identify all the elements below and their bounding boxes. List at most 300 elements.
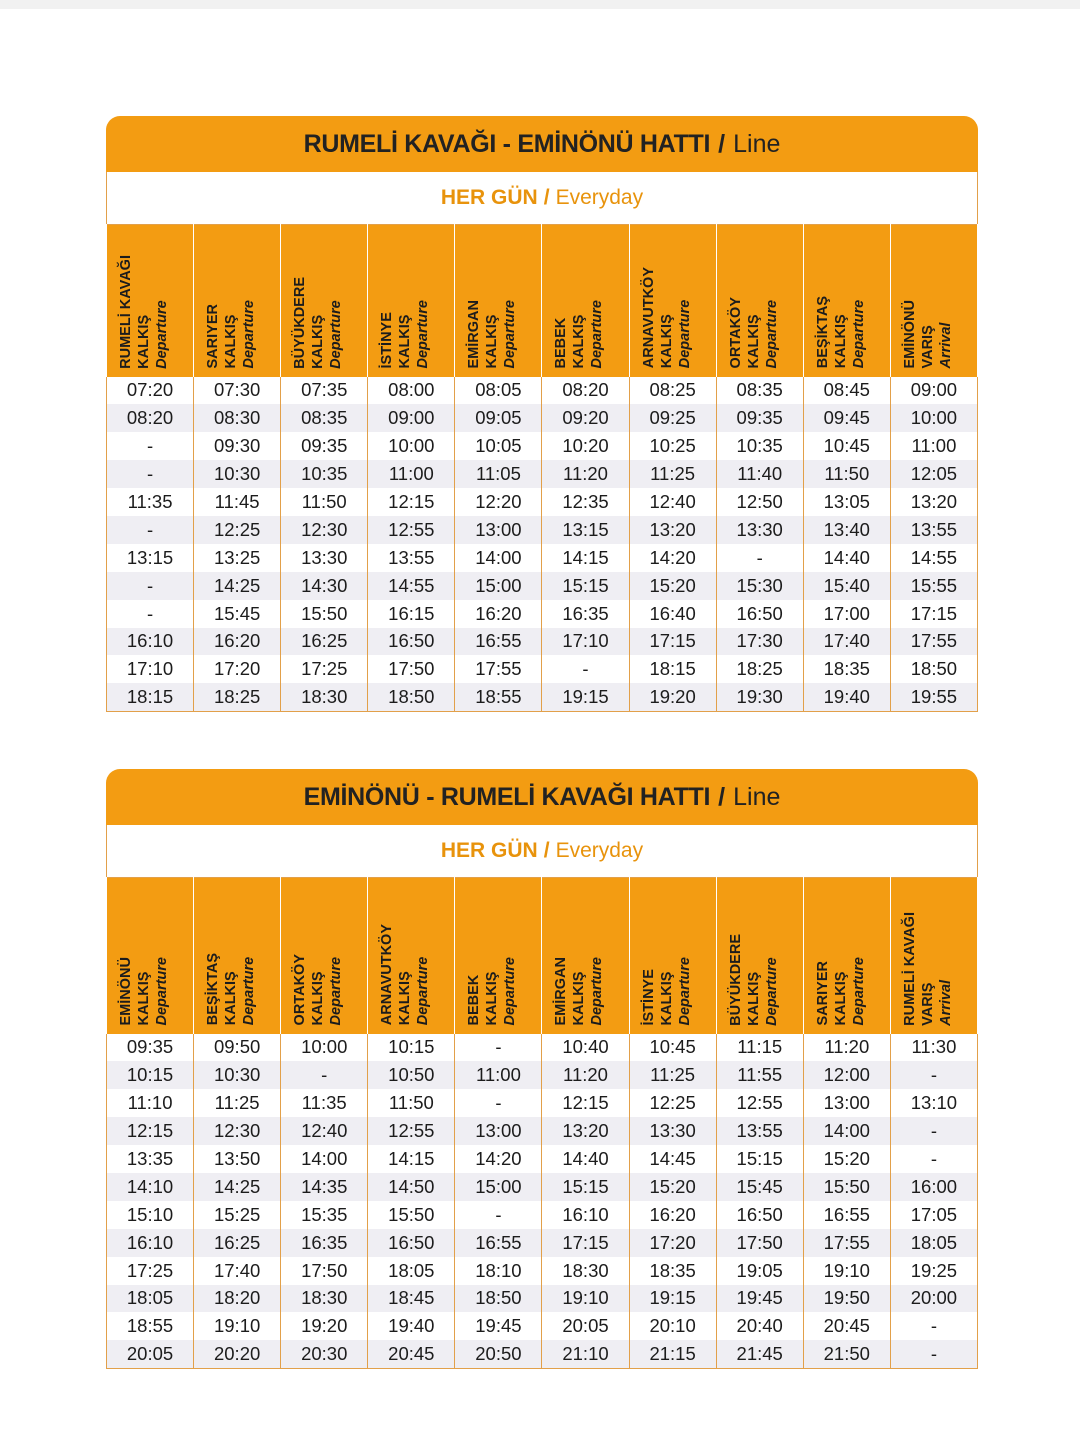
time-cell: 16:55 (455, 1229, 542, 1257)
time-cell: 11:25 (629, 1061, 716, 1089)
column-header (803, 225, 890, 377)
time-cell: 13:05 (803, 488, 890, 516)
time-cell: 14:20 (455, 1145, 542, 1173)
time-cell: 15:20 (629, 1173, 716, 1201)
time-cell: 16:00 (890, 1173, 977, 1201)
station-name: İSTİNYE (379, 312, 396, 369)
time-cell: 19:55 (890, 683, 977, 711)
title-tr: RUMELİ KAVAĞI - EMİNÖNÜ HATTI (303, 129, 711, 158)
time-cell: 10:30 (194, 1061, 281, 1089)
time-cell: 11:40 (716, 460, 803, 488)
time-cell: 20:00 (890, 1285, 977, 1313)
time-cell: 11:20 (542, 460, 629, 488)
time-cell: 11:45 (194, 488, 281, 516)
time-cell: 15:50 (803, 1173, 890, 1201)
time-cell: 10:45 (803, 432, 890, 460)
stop-type-en: Departure (763, 957, 780, 1026)
column-header-label (640, 951, 694, 1034)
column-header-label (727, 291, 781, 376)
stop-type-en: Departure (589, 300, 606, 369)
time-cell: 10:30 (194, 460, 281, 488)
time-cell: - (107, 432, 194, 460)
column-header (281, 225, 368, 377)
station-name: ARNAVUTKÖY (379, 924, 396, 1026)
time-cell: 14:35 (281, 1173, 368, 1201)
time-cell: 13:15 (107, 544, 194, 572)
table-row (107, 683, 978, 711)
column-header (455, 878, 542, 1034)
time-cell: 16:25 (281, 628, 368, 656)
time-cell: 15:00 (455, 1173, 542, 1201)
column-header (890, 225, 977, 377)
time-cell: 16:20 (629, 1201, 716, 1229)
time-cell: 17:40 (194, 1257, 281, 1285)
title-tr: EMİNÖNÜ - RUMELİ KAVAĞI HATTI (303, 782, 711, 811)
stop-type: KALKIŞ (397, 971, 414, 1026)
table-row (107, 1173, 978, 1201)
column-header (194, 225, 281, 377)
column-header (107, 225, 194, 377)
stop-type: VARIŞ (919, 982, 936, 1026)
timetable-rumelikavagi-eminonu (106, 116, 978, 712)
time-cell: 18:15 (629, 655, 716, 683)
time-cell: 13:55 (716, 1117, 803, 1145)
time-cell: 11:50 (368, 1089, 455, 1117)
table-row (107, 1340, 978, 1368)
time-cell: 17:20 (194, 655, 281, 683)
day-banner (106, 825, 978, 877)
time-cell: 14:40 (542, 1145, 629, 1173)
time-cell: 10:45 (629, 1034, 716, 1062)
time-cell: 14:00 (803, 1117, 890, 1145)
time-cell: 12:40 (281, 1117, 368, 1145)
column-header (107, 878, 194, 1034)
station-name: BÜYÜKDERE (292, 276, 309, 369)
time-cell: 15:50 (368, 1201, 455, 1229)
stop-type-en: Departure (328, 957, 345, 1026)
stop-type: KALKIŞ (223, 314, 240, 369)
stop-type-en: Arrival (937, 322, 954, 369)
column-header (542, 225, 629, 377)
time-cell: 14:10 (107, 1173, 194, 1201)
time-cell: 10:00 (890, 404, 977, 432)
time-cell: - (455, 1089, 542, 1117)
time-cell: 18:35 (803, 655, 890, 683)
time-cell: 20:10 (629, 1312, 716, 1340)
stop-type: KALKIŞ (658, 971, 675, 1026)
time-cell: 18:15 (107, 683, 194, 711)
column-header-label (117, 249, 171, 377)
time-cell: 12:25 (629, 1089, 716, 1117)
time-cell: 20:40 (716, 1312, 803, 1340)
time-cell: 10:20 (542, 432, 629, 460)
time-cell: 18:30 (542, 1257, 629, 1285)
time-cell: - (542, 655, 629, 683)
time-cell: 11:00 (890, 432, 977, 460)
time-cell: 10:00 (368, 432, 455, 460)
time-cell: 18:30 (281, 683, 368, 711)
time-cell: 17:10 (542, 628, 629, 656)
schedule-body (107, 1034, 978, 1369)
table-row (107, 1061, 978, 1089)
table-row (107, 628, 978, 656)
column-header-label (465, 951, 519, 1034)
time-cell: 10:50 (368, 1061, 455, 1089)
time-cell: 16:55 (455, 628, 542, 656)
time-cell: 15:20 (803, 1145, 890, 1173)
table-row (107, 544, 978, 572)
time-cell: 14:30 (281, 572, 368, 600)
time-cell: 12:25 (194, 516, 281, 544)
column-header-label (901, 294, 955, 376)
time-cell: 18:05 (107, 1285, 194, 1313)
time-cell: 11:00 (368, 460, 455, 488)
time-cell: 17:15 (629, 628, 716, 656)
stop-type: KALKIŞ (745, 971, 762, 1026)
time-cell: 18:55 (107, 1312, 194, 1340)
time-cell: 12:55 (368, 516, 455, 544)
time-cell: 09:35 (716, 404, 803, 432)
time-cell: 11:15 (716, 1034, 803, 1062)
time-cell: 13:15 (542, 516, 629, 544)
time-cell: 11:30 (890, 1034, 977, 1062)
time-cell: 17:10 (107, 655, 194, 683)
time-cell: 16:35 (542, 600, 629, 628)
time-cell: 16:50 (368, 628, 455, 656)
time-cell: 11:35 (281, 1089, 368, 1117)
time-cell: 12:55 (716, 1089, 803, 1117)
station-name: EMİNÖNÜ (118, 957, 134, 1026)
time-cell: 16:20 (455, 600, 542, 628)
stop-type: KALKIŞ (136, 314, 152, 369)
time-cell: 15:15 (542, 1173, 629, 1201)
time-cell: 13:40 (803, 516, 890, 544)
time-cell: 20:05 (542, 1312, 629, 1340)
time-cell: 11:25 (194, 1089, 281, 1117)
time-cell: - (281, 1061, 368, 1089)
table-row (107, 1257, 978, 1285)
time-cell: 14:25 (194, 1173, 281, 1201)
timetable-title (106, 116, 978, 172)
time-cell: 15:40 (803, 572, 890, 600)
time-cell: 08:20 (542, 377, 629, 405)
title-en: Line (733, 129, 781, 158)
time-cell: 18:50 (890, 655, 977, 683)
time-cell: 19:50 (803, 1285, 890, 1313)
column-header (890, 878, 977, 1034)
time-cell: 14:55 (368, 572, 455, 600)
stop-type: KALKIŞ (832, 971, 849, 1026)
time-cell: 08:45 (803, 377, 890, 405)
time-cell: 21:10 (542, 1340, 629, 1368)
time-cell: 16:35 (281, 1229, 368, 1257)
time-cell: 20:45 (368, 1340, 455, 1368)
column-header (194, 878, 281, 1034)
column-header-label (117, 951, 171, 1034)
day-banner (106, 172, 978, 224)
table-row (107, 404, 978, 432)
time-cell: 09:45 (803, 404, 890, 432)
time-cell: 16:10 (107, 1229, 194, 1257)
station-name: İSTİNYE (640, 969, 657, 1026)
station-name: RUMELİ KAVAĞI (118, 254, 134, 369)
time-cell: 13:30 (281, 544, 368, 572)
time-cell: 09:20 (542, 404, 629, 432)
time-cell: 19:10 (803, 1257, 890, 1285)
time-cell: 08:20 (107, 404, 194, 432)
column-header-label (901, 906, 955, 1034)
time-cell: 13:35 (107, 1145, 194, 1173)
time-cell: 10:15 (368, 1034, 455, 1062)
time-cell: 12:15 (107, 1117, 194, 1145)
column-header-label (814, 290, 868, 376)
table-row (107, 1089, 978, 1117)
table-row (107, 377, 978, 405)
time-cell: 13:10 (890, 1089, 977, 1117)
time-cell: 21:45 (716, 1340, 803, 1368)
station-name: BÜYÜKDERE (727, 933, 744, 1026)
time-cell: 12:35 (542, 488, 629, 516)
time-cell: 18:50 (368, 683, 455, 711)
time-cell: 14:50 (368, 1173, 455, 1201)
time-cell: 13:20 (542, 1117, 629, 1145)
column-header (368, 225, 455, 377)
time-cell: 18:30 (281, 1285, 368, 1313)
table-row (107, 1285, 978, 1313)
station-name: SARIYER (814, 961, 831, 1026)
stop-type-en: Departure (415, 300, 432, 369)
stop-type: VARIŞ (919, 325, 936, 369)
station-name: ORTAKÖY (727, 297, 744, 369)
time-cell: 17:00 (803, 600, 890, 628)
stop-type-en: Departure (154, 957, 170, 1026)
stop-type: KALKIŞ (310, 971, 327, 1026)
time-cell: 07:35 (281, 377, 368, 405)
time-cell: 17:15 (890, 600, 977, 628)
time-cell: 19:30 (716, 683, 803, 711)
stop-type-en: Departure (154, 300, 170, 369)
day-tr: HER GÜN (440, 839, 538, 862)
time-cell: 11:05 (455, 460, 542, 488)
time-cell: 18:55 (455, 683, 542, 711)
time-cell: - (455, 1201, 542, 1229)
time-cell: 16:10 (542, 1201, 629, 1229)
time-cell: 18:25 (194, 683, 281, 711)
time-cell: 13:25 (194, 544, 281, 572)
table-row (107, 1312, 978, 1340)
stop-type: KALKIŞ (223, 971, 240, 1026)
time-cell: 21:15 (629, 1340, 716, 1368)
time-cell: 16:15 (368, 600, 455, 628)
time-cell: 08:35 (716, 377, 803, 405)
time-cell: 09:05 (455, 404, 542, 432)
time-cell: 10:25 (629, 432, 716, 460)
stop-type-en: Departure (241, 300, 258, 369)
timetable-eminonu-rumelikavagi (106, 769, 978, 1369)
table-row (107, 432, 978, 460)
time-cell: 17:05 (890, 1201, 977, 1229)
stop-type-en: Departure (241, 957, 258, 1026)
time-cell: 13:20 (629, 516, 716, 544)
column-header (716, 878, 803, 1034)
stop-type: KALKIŞ (571, 314, 588, 369)
station-name: BEBEK (466, 974, 483, 1026)
time-cell: - (890, 1145, 977, 1173)
column-header-label (640, 261, 694, 376)
time-cell: 17:50 (281, 1257, 368, 1285)
table-row (107, 488, 978, 516)
table-row (107, 600, 978, 628)
time-cell: 15:55 (890, 572, 977, 600)
column-header (368, 878, 455, 1034)
station-name: BEŞİKTAŞ (205, 953, 222, 1026)
column-header-label (204, 294, 258, 377)
time-cell: 14:55 (890, 544, 977, 572)
time-cell: 20:50 (455, 1340, 542, 1368)
time-cell: 16:40 (629, 600, 716, 628)
time-cell: 19:10 (194, 1312, 281, 1340)
time-cell: - (890, 1340, 977, 1368)
stop-type-en: Departure (502, 957, 519, 1026)
time-cell: 19:45 (455, 1312, 542, 1340)
time-cell: 15:30 (716, 572, 803, 600)
time-cell: 19:15 (542, 683, 629, 711)
time-cell: 08:00 (368, 377, 455, 405)
column-header-label (552, 294, 606, 377)
time-cell: 11:00 (455, 1061, 542, 1089)
time-cell: 15:10 (107, 1201, 194, 1229)
time-cell: 13:50 (194, 1145, 281, 1173)
time-cell: 14:25 (194, 572, 281, 600)
time-cell: 10:15 (107, 1061, 194, 1089)
time-cell: 07:30 (194, 377, 281, 405)
stop-type: KALKIŞ (484, 314, 501, 369)
stop-type-en: Departure (502, 300, 519, 369)
time-cell: 19:20 (629, 683, 716, 711)
time-cell: 15:45 (716, 1173, 803, 1201)
column-header (803, 878, 890, 1034)
top-strip (0, 0, 1080, 9)
title-slash: / (718, 129, 726, 158)
time-cell: - (455, 1034, 542, 1062)
table-row (107, 572, 978, 600)
stop-type-en: Departure (676, 300, 693, 369)
time-cell: 11:20 (803, 1034, 890, 1062)
time-cell: - (107, 460, 194, 488)
time-cell: - (107, 600, 194, 628)
time-cell: 16:50 (368, 1229, 455, 1257)
time-cell: 14:40 (803, 544, 890, 572)
time-cell: 11:55 (716, 1061, 803, 1089)
time-cell: - (107, 516, 194, 544)
station-name: BEŞİKTAŞ (814, 296, 831, 369)
time-cell: 09:35 (281, 432, 368, 460)
time-cell: 12:05 (890, 460, 977, 488)
time-cell: - (890, 1117, 977, 1145)
stop-type: KALKIŞ (832, 314, 849, 369)
stop-type: KALKIŞ (397, 314, 414, 369)
header-row (107, 878, 978, 1034)
time-cell: 16:25 (194, 1229, 281, 1257)
station-name: EMİNÖNÜ (901, 300, 918, 369)
time-cell: 12:40 (629, 488, 716, 516)
time-cell: 12:55 (368, 1117, 455, 1145)
time-cell: 11:10 (107, 1089, 194, 1117)
time-cell: 20:05 (107, 1340, 194, 1368)
time-cell: 15:35 (281, 1201, 368, 1229)
time-cell: 12:00 (803, 1061, 890, 1089)
time-cell: 17:30 (716, 628, 803, 656)
time-cell: 17:55 (455, 655, 542, 683)
timetable-title (106, 769, 978, 825)
stop-type: KALKIŞ (310, 314, 327, 369)
station-name: RUMELİ KAVAĞI (901, 911, 918, 1026)
column-header (281, 878, 368, 1034)
station-name: ARNAVUTKÖY (640, 267, 657, 369)
time-cell: 18:10 (455, 1257, 542, 1285)
day-tr: HER GÜN (440, 186, 538, 209)
column-header (716, 225, 803, 377)
time-cell: 14:00 (455, 544, 542, 572)
stop-type-en: Departure (763, 300, 780, 369)
time-cell: 10:35 (281, 460, 368, 488)
column-header (542, 878, 629, 1034)
schedule-table (106, 224, 978, 712)
table-row (107, 1145, 978, 1173)
stop-type-en: Departure (589, 957, 606, 1026)
day-en: Everyday (555, 186, 644, 209)
time-cell: 20:30 (281, 1340, 368, 1368)
time-cell: 11:25 (629, 460, 716, 488)
time-cell: 19:45 (716, 1285, 803, 1313)
time-cell: 17:20 (629, 1229, 716, 1257)
time-cell: 19:20 (281, 1312, 368, 1340)
time-cell: 08:25 (629, 377, 716, 405)
schedule-body (107, 377, 978, 712)
time-cell: 13:00 (803, 1089, 890, 1117)
table-row (107, 1229, 978, 1257)
table-row (107, 460, 978, 488)
time-cell: 09:00 (368, 404, 455, 432)
time-cell: 20:45 (803, 1312, 890, 1340)
time-cell: 15:00 (455, 572, 542, 600)
table-row (107, 655, 978, 683)
time-cell: 18:20 (194, 1285, 281, 1313)
stop-type-en: Departure (850, 300, 867, 369)
time-cell: 17:50 (716, 1229, 803, 1257)
column-header-label (814, 951, 868, 1034)
time-cell: - (716, 544, 803, 572)
column-header-label (378, 294, 432, 377)
stop-type: KALKIŞ (571, 971, 588, 1026)
time-cell: 10:05 (455, 432, 542, 460)
time-cell: 14:15 (542, 544, 629, 572)
time-cell: 19:40 (368, 1312, 455, 1340)
column-header-label (378, 918, 432, 1033)
time-cell: 19:25 (890, 1257, 977, 1285)
time-cell: 19:15 (629, 1285, 716, 1313)
time-cell: 11:20 (542, 1061, 629, 1089)
stop-type: KALKIŞ (136, 971, 152, 1026)
time-cell: 10:40 (542, 1034, 629, 1062)
stop-type-en: Departure (676, 957, 693, 1026)
schedule-table (106, 877, 978, 1369)
stop-type: KALKIŞ (745, 314, 762, 369)
time-cell: 11:50 (803, 460, 890, 488)
time-cell: 17:55 (890, 628, 977, 656)
time-cell: 10:35 (716, 432, 803, 460)
table-row (107, 1117, 978, 1145)
